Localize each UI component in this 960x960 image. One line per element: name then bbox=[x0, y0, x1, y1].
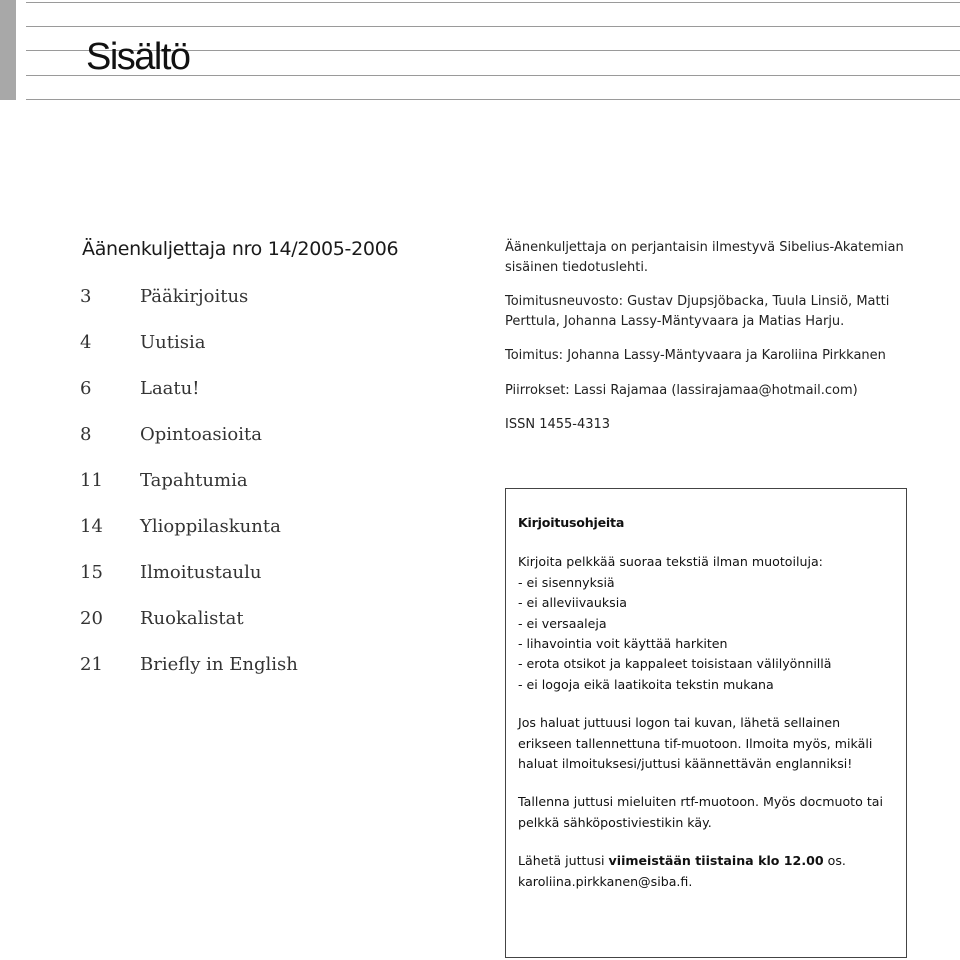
toc-page-number: 20 bbox=[80, 608, 103, 629]
toc-label: Ylioppilaskunta bbox=[140, 516, 281, 537]
send-email-link[interactable]: karoliina.pirkkanen@siba.fi. bbox=[518, 873, 693, 889]
toc-label: Briefly in English bbox=[140, 654, 298, 675]
colophon-drawings: Piirrokset: Lassi Rajamaa (lassirajamaa@hotmail.com) bbox=[505, 382, 858, 398]
table-of-contents bbox=[80, 286, 298, 700]
toc-label: Opintoasioita bbox=[140, 424, 262, 445]
colophon-intro: Äänenkuljettaja on perjantaisin ilmestyvä Sibelius-Akatemian sisäinen tiedotuslehti. bbox=[505, 240, 904, 275]
toc-page-number: 11 bbox=[80, 470, 103, 491]
colophon-issn: ISSN 1455-4313 bbox=[505, 417, 611, 432]
toc-page-number: 14 bbox=[80, 516, 103, 537]
toc-item bbox=[80, 378, 298, 424]
guideline-rule: - lihavointia voit käyttää harkiten bbox=[518, 636, 728, 652]
guidelines-intro: Kirjoita pelkkää suoraa tekstiä ilman muotoiluja: bbox=[518, 554, 823, 570]
guidelines-rules bbox=[518, 552, 894, 572]
guideline-rule: - ei alleviivauksia bbox=[518, 595, 627, 611]
header-rule bbox=[26, 99, 960, 100]
toc-item bbox=[80, 424, 298, 470]
issue-title: Äänenkuljettaja nro 14/2005-2006 bbox=[82, 238, 399, 260]
toc-label: Tapahtumia bbox=[140, 470, 248, 491]
toc-label: Laatu! bbox=[140, 378, 200, 399]
toc-label: Uutisia bbox=[140, 332, 206, 353]
toc-page-number: 3 bbox=[80, 286, 92, 307]
guideline-rule: - erota otsikot ja kappaleet toisistaan välilyönnillä bbox=[518, 656, 832, 672]
guidelines-format-note: Tallenna juttusi mieluiten rtf-muotoon. Myös docmuoto tai pelkkä sähköpostiviestikin käy. bbox=[518, 794, 883, 830]
guidelines-title: Kirjoitusohjeita bbox=[518, 515, 625, 530]
guidelines-logo-note: Jos haluat juttuusi logon tai kuvan, lähetä sellainen erikseen tallennettuna tif-muotoon. Ilmoita myös, mikäli haluat ilmoituksesi/juttusi käännettävän englanniksi! bbox=[518, 715, 873, 772]
guideline-rule: - ei logoja eikä laatikoita tekstin mukana bbox=[518, 676, 774, 692]
toc-label: Ruokalistat bbox=[140, 608, 244, 629]
toc-page-number: 15 bbox=[80, 562, 103, 583]
toc-item bbox=[80, 654, 298, 700]
toc-item bbox=[80, 562, 298, 608]
colophon-board: Toimitusneuvosto: Gustav Djupsjöbacka, Tuula Linsiö, Matti Perttula, Johanna Lassy-Mäntyvaara ja Matias Harju. bbox=[505, 294, 890, 329]
guideline-rule: - ei sisennyksiä bbox=[518, 574, 615, 590]
colophon bbox=[505, 238, 915, 450]
toc-item bbox=[80, 470, 298, 516]
header-rule bbox=[26, 26, 960, 27]
toc-label: Pääkirjoitus bbox=[140, 286, 249, 307]
send-prefix: Lähetä juttusi bbox=[518, 853, 605, 869]
guideline-rule: - ei versaaleja bbox=[518, 615, 607, 631]
toc-item bbox=[80, 286, 298, 332]
toc-page-number: 6 bbox=[80, 378, 92, 399]
send-deadline: viimeistään tiistaina klo 12.00 bbox=[608, 853, 824, 869]
send-suffix: os. bbox=[827, 853, 846, 869]
toc-page-number: 4 bbox=[80, 332, 92, 353]
toc-label: Ilmoitustaulu bbox=[140, 562, 262, 583]
toc-page-number: 8 bbox=[80, 424, 92, 445]
guidelines-send-note bbox=[518, 851, 894, 892]
side-tab-bar bbox=[0, 0, 16, 100]
toc-item bbox=[80, 516, 298, 562]
page-title: Sisältö bbox=[86, 36, 190, 78]
toc-item bbox=[80, 332, 298, 378]
toc-page-number: 21 bbox=[80, 654, 103, 675]
writing-guidelines-box bbox=[505, 488, 907, 958]
colophon-editors: Toimitus: Johanna Lassy-Mäntyvaara ja Karoliina Pirkkanen bbox=[505, 348, 886, 363]
toc-item bbox=[80, 608, 298, 654]
guidelines-rule-list bbox=[518, 573, 894, 695]
header-rule bbox=[26, 2, 960, 3]
